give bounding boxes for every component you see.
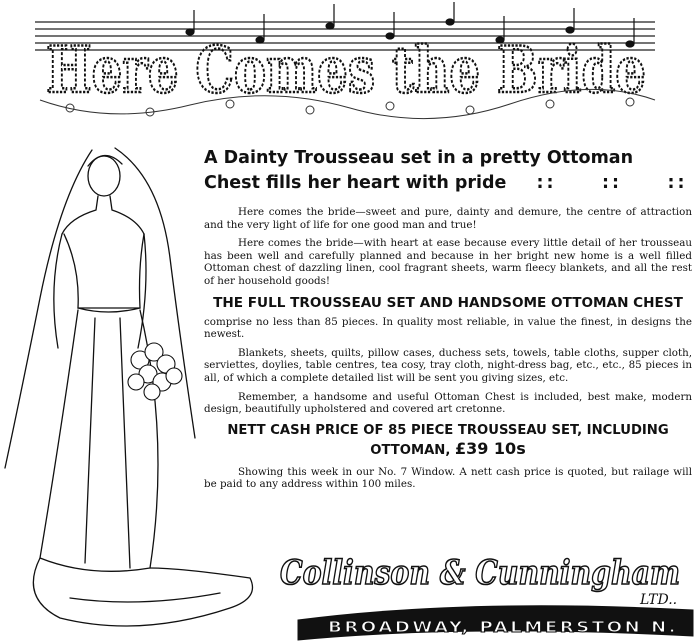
headline-line-2 [204, 171, 692, 196]
paragraph-2: Here comes the bride—with heart at ease because every little detail of her trousseau has been well and carefully planned and because in her bright new home is a well filled Ottoman chest of dazzling linen, cool fragrant sheets, warm fleecy blankets, and all the rest of her household goods! [204, 237, 692, 287]
logo-address: BROADWAY, PALMERSTON N. [328, 618, 678, 636]
headline-line-1: A Dainty Trousseau set in a pretty Ottoman [204, 148, 634, 168]
advertisement-text [204, 146, 692, 491]
paragraph-3: comprise no less than 85 pieces. In quality most reliable, in value the finest, in designs the newest. [204, 315, 692, 341]
logo-company-name: Collinson & Cunningham [280, 553, 680, 593]
logo-ltd: LTD.. [640, 592, 678, 608]
bouquet [128, 343, 182, 400]
title-lettering: Here Comes the Bride [46, 33, 646, 108]
price-amount: £39 10s [454, 438, 526, 458]
price-line-1: NETT CASH PRICE OF 85 PIECE TROUSSEAU SET, INCLUDING [227, 422, 669, 438]
paragraph-1: Here comes the bride—sweet and pure, dainty and demure, the centre of attraction and the very light of life for one good man and true! [204, 206, 692, 231]
price-line-2 [204, 440, 692, 460]
company-logo [268, 528, 700, 642]
price-label: OTTOMAN, [370, 442, 451, 458]
paragraph-6: Showing this week in our No. 7 Window. A nett cash price is quoted, but railage will be paid to any address within 100 miles. [204, 465, 692, 491]
subheading: THE FULL TROUSSEAU SET AND HANDSOME OTTOMAN CHEST [213, 294, 683, 311]
paragraph-5: Remember, a handsome and useful Ottoman Chest is included, best make, modern design, beautifully upholstered and covered art cretonne. [204, 390, 692, 416]
headline-line-2-text: Chest fills her heart with pride [204, 173, 507, 193]
header-title-art [30, 0, 662, 128]
headline-ornament: :: :: :: [536, 173, 688, 193]
paragraph-4: Blankets, sheets, quilts, pillow cases, duchess sets, towels, table cloths, supper cloth, serviettes, doylies, table centres, tea cosy, tray cloth, night-dress bag, etc., etc., 85 pieces in all, of which a complete detailed list will be sent you giving sizes, etc. [204, 346, 692, 384]
